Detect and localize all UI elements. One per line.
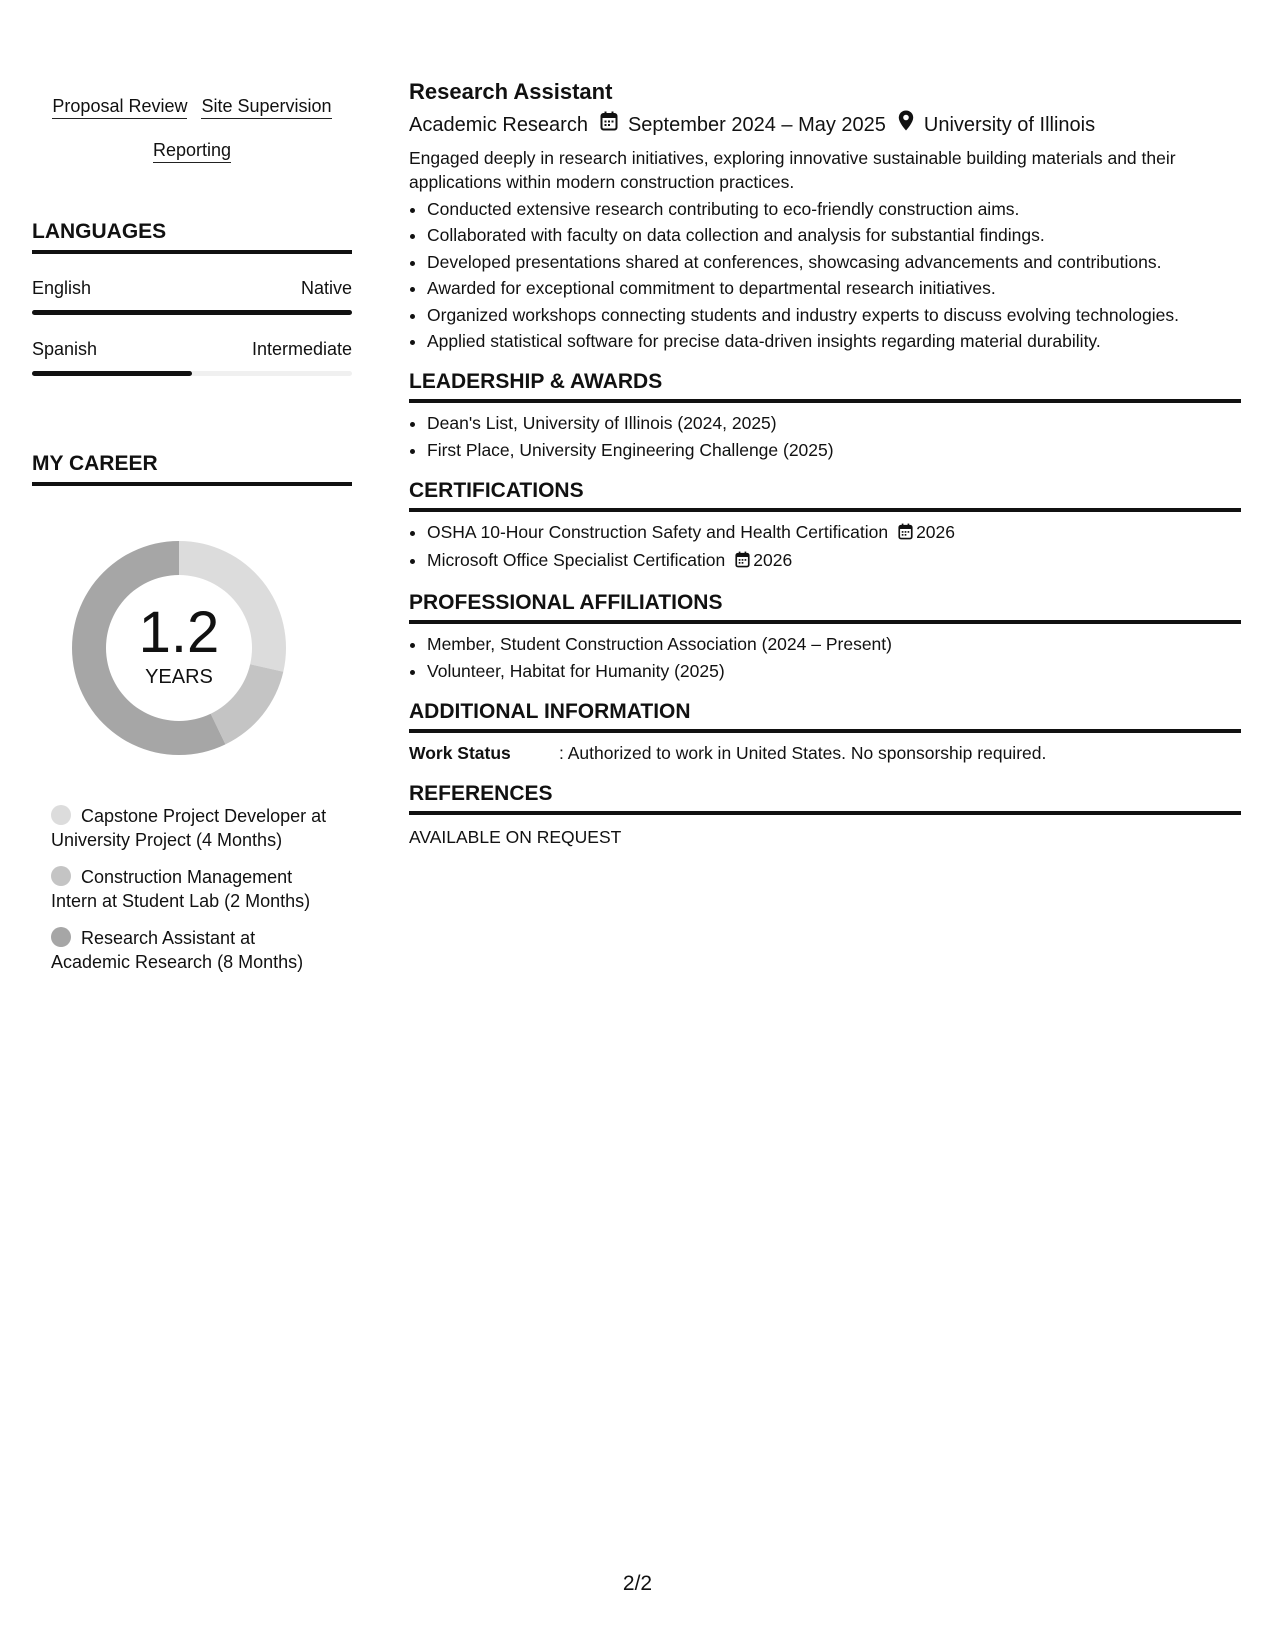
leadership-list: [409, 411, 1241, 462]
legend-dot: [51, 805, 71, 825]
calendar-icon: [600, 111, 618, 139]
list-item: [427, 548, 1241, 574]
calendar-icon: [735, 550, 750, 574]
leadership-heading: LEADERSHIP & AWARDS: [409, 370, 1241, 403]
certification-name: OSHA 10-Hour Construction Safety and Health Certification: [427, 521, 889, 542]
legend-label: Research Assistant at Academic Research (8 Months): [51, 928, 304, 972]
job-location: University of Illinois: [923, 113, 1096, 136]
career-legend: [32, 804, 352, 974]
list-item: • Developed presentations shared at conferences, showcasing advancements and contributions.: [427, 250, 1241, 274]
list-item: • Collaborated with faculty on data collection and analysis for substantial findings.: [427, 223, 1241, 247]
legend-label: Construction Management Intern at Student Lab (2 Months): [51, 867, 311, 911]
list-item: • Conducted extensive research contributing to eco-friendly construction aims.: [427, 197, 1241, 221]
list-item: • First Place, University Engineering Challenge (2025): [427, 438, 1241, 462]
skills-list: [32, 84, 352, 172]
legend-dot: [51, 866, 71, 886]
legend-item: [51, 804, 331, 852]
list-item: • Applied statistical software for precise data-driven insights regarding material durability.: [427, 329, 1241, 353]
certifications-heading: CERTIFICATIONS: [409, 479, 1241, 512]
certifications-list: [409, 520, 1241, 575]
work-status-row: [409, 741, 1241, 765]
job-description: Engaged deeply in research initiatives, exploring innovative sustainable building materials and their applications within modern construction practices.: [409, 148, 1176, 192]
language-level: Native: [300, 278, 352, 298]
career-total-unit: YEARS: [145, 666, 213, 688]
legend-item: [51, 865, 331, 913]
language-name: English: [32, 278, 92, 298]
references-text: AVAILABLE ON REQUEST: [409, 826, 622, 847]
job-dates: September 2024 – May 2025: [627, 113, 886, 136]
career-heading: MY CAREER: [32, 452, 352, 486]
additional-info-heading: ADDITIONAL INFORMATION: [409, 700, 1241, 733]
language-name: Spanish: [32, 339, 98, 359]
language-item: [32, 339, 352, 376]
right-column: [409, 78, 1241, 849]
legend-dot: [51, 927, 71, 947]
language-bar: [32, 371, 352, 376]
list-item: • Organized workshops connecting students and industry experts to discuss evolving technologies.: [427, 303, 1241, 327]
certification-year: 2026: [753, 550, 793, 570]
legend-label: Capstone Project Developer at University Project (4 Months): [51, 806, 327, 850]
skill-tag: Site Supervision: [201, 95, 331, 119]
job-title: Research Assistant: [409, 79, 613, 104]
work-status-value: : Authorized to work in United States. No sponsorship required.: [559, 742, 1047, 763]
job-bullets: [409, 197, 1241, 354]
skill-tag: Reporting: [153, 139, 231, 163]
career-donut-chart: [59, 528, 299, 768]
job-company: Academic Research: [409, 113, 588, 136]
affiliations-heading: PROFESSIONAL AFFILIATIONS: [409, 591, 1241, 624]
location-pin-icon: [898, 110, 914, 139]
list-item: • Volunteer, Habitat for Humanity (2025): [427, 659, 1241, 683]
list-item: [427, 520, 1241, 546]
references-heading: REFERENCES: [409, 782, 1241, 815]
job-meta: [409, 110, 1241, 139]
certification-year: 2026: [916, 521, 955, 542]
language-bar: [32, 310, 352, 315]
list-item: • Awarded for exceptional commitment to departmental research initiatives.: [427, 276, 1241, 300]
donut-center: [59, 600, 299, 689]
affiliations-list: [409, 632, 1241, 683]
calendar-icon: [898, 522, 913, 546]
language-level: Intermediate: [251, 339, 352, 359]
career-total-years: 1.2: [138, 600, 220, 665]
language-bar-fill: [32, 371, 192, 376]
list-item: • Dean's List, University of Illinois (2024, 2025): [427, 411, 1241, 435]
certification-name: Microsoft Office Specialist Certification: [427, 550, 726, 570]
left-column: [32, 84, 352, 987]
languages-heading: LANGUAGES: [32, 220, 352, 254]
legend-item: [51, 926, 331, 974]
work-status-label: Work Status: [409, 742, 511, 763]
language-item: [32, 278, 352, 315]
skill-tag: Proposal Review: [52, 95, 187, 119]
language-bar-fill: [32, 310, 352, 315]
page-number: 2/2: [622, 1572, 653, 1595]
list-item: • Member, Student Construction Association (2024 – Present): [427, 632, 1241, 656]
